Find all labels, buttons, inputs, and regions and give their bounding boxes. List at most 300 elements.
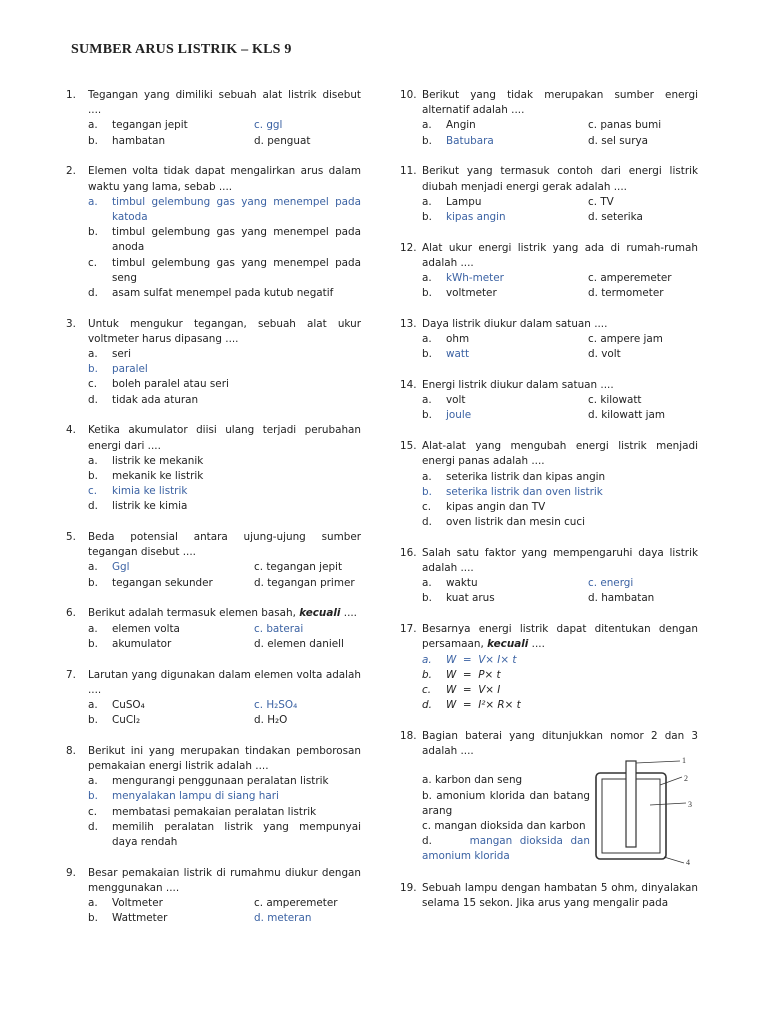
- answer-row: [422, 576, 698, 591]
- option-text: d. kilowatt jam: [588, 409, 666, 422]
- option-letter: a.: [88, 348, 98, 361]
- question-number: 8.: [66, 744, 76, 757]
- option-text: c. amperemeter: [254, 897, 338, 910]
- answer-option: [422, 485, 698, 500]
- option-letter: b.: [422, 668, 432, 681]
- equation-text: W = P× t: [446, 668, 501, 681]
- question-16: [400, 546, 698, 607]
- question-number: 10.: [400, 89, 417, 101]
- option-text: d. meteran: [254, 912, 312, 925]
- question-1: [66, 88, 361, 149]
- answer-option: [422, 773, 590, 788]
- answer-col-left: [422, 286, 588, 301]
- answer-row: [88, 698, 361, 713]
- question-text: [422, 622, 698, 652]
- answer-col-left: [88, 896, 254, 911]
- answer-option: [88, 774, 361, 789]
- answer-row: [422, 271, 698, 286]
- question-header: [66, 744, 361, 774]
- answer-col-left: [88, 637, 254, 652]
- question-header: [66, 606, 361, 621]
- answer-col-left: [422, 195, 588, 210]
- answer-row: [88, 560, 361, 575]
- option-text: a. karbon dan seng: [422, 774, 523, 787]
- question-text: [422, 546, 698, 576]
- answer-option: [88, 454, 361, 469]
- option-letter: d.: [422, 516, 432, 529]
- question-text: [88, 88, 361, 118]
- question-text-main: Salah satu faktor yang mempengaruhi daya listrik adalah ....: [422, 546, 698, 575]
- option-text: akumulator: [112, 637, 172, 650]
- page-title: SUMBER ARUS LISTRIK – KLS 9: [71, 42, 292, 57]
- option-letter: c.: [422, 500, 432, 513]
- answer-col-left: [88, 622, 254, 637]
- question-header: [66, 88, 361, 118]
- answer-options: [422, 271, 698, 301]
- battery-diagram: [590, 757, 698, 865]
- question-text: [88, 423, 361, 453]
- question-text-main: Larutan yang digunakan dalam elemen volta adalah ....: [88, 668, 361, 696]
- question-text: [88, 164, 361, 194]
- diagram-label-3: 3: [688, 800, 692, 810]
- option-letter: b.: [422, 134, 432, 147]
- answer-col-left: [422, 347, 588, 362]
- question-text-main: Berikut ini yang merupakan tindakan pemborosan pemakaian energi listrik adalah ....: [88, 744, 361, 773]
- option-letter: b.: [88, 637, 98, 650]
- answer-col-left: [422, 408, 588, 423]
- answer-row: [422, 134, 698, 149]
- option-letter: d.: [88, 393, 98, 406]
- question-text: [422, 164, 698, 194]
- option-text: kWh-meter: [446, 272, 504, 285]
- question-header: [400, 317, 698, 332]
- answer-col-left: [88, 713, 254, 728]
- answer-option: [88, 347, 361, 362]
- question-11: [400, 164, 698, 225]
- answer-option: [88, 484, 361, 499]
- answer-options: [88, 118, 361, 148]
- question-number: 2.: [66, 165, 76, 178]
- option-text: d. tegangan primer: [254, 576, 355, 589]
- option-letter: b.: [88, 714, 98, 727]
- answer-col-left: [422, 134, 588, 149]
- option-letter: a.: [88, 454, 98, 467]
- answer-option: [88, 195, 361, 225]
- answer-options: [422, 576, 698, 606]
- question-text-main: Elemen volta tidak dapat mengalirkan arus dalam waktu yang lama, sebab ....: [88, 165, 361, 193]
- option-text: d. sel surya: [588, 134, 648, 147]
- question-number: 3.: [66, 317, 76, 330]
- option-text: d. volt: [588, 348, 621, 361]
- question-15: [400, 439, 698, 530]
- question-4: [66, 423, 361, 514]
- answer-row: [422, 332, 698, 347]
- option-letter: c.: [422, 684, 432, 696]
- option-letter: a.: [422, 195, 432, 208]
- equation-option: [422, 668, 698, 683]
- answer-col-left: [422, 271, 588, 286]
- answer-row: [422, 210, 698, 225]
- question-text: [88, 668, 361, 698]
- question-text: [88, 530, 361, 560]
- left-column: [66, 88, 361, 942]
- answer-option: [422, 470, 698, 485]
- question-text-main: Ketika akumulator diisi ulang terjadi perubahan energi dari ....: [88, 424, 361, 452]
- option-text: volt: [446, 394, 466, 407]
- answer-col-left: [88, 134, 254, 149]
- answer-options: [88, 774, 361, 850]
- option-letter: a.: [422, 119, 432, 132]
- answer-row: [422, 591, 698, 606]
- option-text: c. H₂SO₄: [254, 698, 298, 711]
- answer-options: [422, 653, 698, 714]
- answer-row: [88, 637, 361, 652]
- option-text: listrik ke mekanik: [112, 454, 204, 467]
- option-letter: b.: [88, 134, 98, 147]
- option-letter: d.: [88, 500, 98, 513]
- option-letter: a.: [88, 119, 98, 132]
- answer-col-left: [422, 118, 588, 133]
- option-letter: b.: [422, 592, 432, 605]
- question-text: [422, 439, 698, 469]
- option-text: tegangan jepit: [112, 119, 188, 132]
- option-text: d. H₂O: [254, 714, 288, 727]
- question-number: 4.: [66, 424, 76, 437]
- question-9: [66, 866, 361, 927]
- option-text: Lampu: [446, 195, 482, 208]
- option-letter: b.: [422, 348, 432, 361]
- answer-row: [422, 286, 698, 301]
- option-letter: b.: [88, 576, 98, 589]
- answer-options: [88, 896, 361, 926]
- option-letter: a.: [422, 470, 432, 483]
- answer-row: [422, 347, 698, 362]
- option-text: seterika listrik dan kipas angin: [446, 470, 606, 483]
- option-text: d. seterika: [588, 210, 643, 223]
- answer-row: [422, 195, 698, 210]
- question-text-main: Energi listrik diukur dalam satuan ....: [422, 379, 614, 392]
- answer-options: [88, 622, 361, 652]
- option-letter: a.: [422, 333, 432, 346]
- equation-text: W = V× I× t: [446, 653, 517, 666]
- question-number: 19.: [400, 881, 417, 894]
- question-text-main: Besarnya energi listrik dapat ditentukan dengan persamaan,: [422, 623, 698, 651]
- equation-text: W = V× I: [446, 684, 501, 696]
- option-letter: a.: [88, 897, 98, 910]
- question-number: 17.: [400, 623, 417, 636]
- equation-option: [422, 698, 698, 713]
- option-letter: d.: [88, 820, 98, 833]
- question-10: [400, 88, 698, 149]
- option-text: c. ggl: [254, 119, 283, 132]
- question-text-emphasis: kecuali: [299, 607, 341, 620]
- question-12: [400, 241, 698, 302]
- option-letter: b.: [422, 210, 432, 223]
- answer-row: [88, 118, 361, 133]
- option-letter: c.: [88, 256, 98, 269]
- option-text: kipas angin dan TV: [446, 500, 546, 513]
- option-letter: d.: [422, 835, 432, 848]
- question-6: [66, 606, 361, 652]
- answer-col-left: [422, 332, 588, 347]
- answer-options: [88, 454, 361, 515]
- answer-option: [88, 499, 361, 514]
- question-18: [400, 729, 698, 865]
- option-text: oven listrik dan mesin cuci: [446, 516, 585, 529]
- option-text: c. kilowatt: [588, 394, 642, 407]
- option-letter: a.: [422, 577, 432, 590]
- option-text: boleh paralel atau seri: [112, 378, 229, 391]
- option-text: Batubara: [446, 134, 494, 147]
- option-letter: a.: [88, 622, 98, 635]
- option-text: c. ampere jam: [588, 333, 663, 346]
- option-text: joule: [446, 409, 472, 422]
- question-number: 1.: [66, 89, 76, 101]
- answer-row: [88, 713, 361, 728]
- question-13: [400, 317, 698, 363]
- pointer-line-2: [660, 777, 682, 785]
- question-text-tail: ....: [528, 638, 545, 651]
- question-text-main: Bagian baterai yang ditunjukkan nomor 2 dan 3 adalah ....: [422, 729, 698, 758]
- answer-col-left: [88, 118, 254, 133]
- answer-option: [88, 362, 361, 377]
- question-text: [422, 378, 698, 393]
- question-header: [66, 423, 361, 453]
- question-text-main: Berikut yang tidak merupakan sumber energi alternatif adalah ....: [422, 89, 698, 117]
- question-7: [66, 668, 361, 729]
- option-text: d. penguat: [254, 134, 311, 147]
- question-text: [422, 88, 698, 118]
- option-letter: b.: [88, 226, 98, 239]
- question-header: [400, 881, 698, 911]
- answer-option: [88, 820, 361, 850]
- option-text: seterika listrik dan oven listrik: [446, 485, 603, 498]
- equation-option: [422, 653, 698, 668]
- option-text: tegangan sekunder: [112, 576, 213, 589]
- question-number: 5.: [66, 531, 76, 544]
- answer-options: [88, 195, 361, 301]
- question-17: [400, 622, 698, 713]
- answer-row: [422, 118, 698, 133]
- diagram-label-4: 4: [686, 858, 690, 866]
- option-text: c. mangan dioksida dan karbon: [422, 819, 586, 832]
- option-letter: c.: [88, 485, 98, 498]
- question-text: [422, 317, 698, 332]
- option-text: Angin: [446, 119, 476, 132]
- option-text: timbul gelembung gas yang menempel pada katoda: [112, 195, 361, 223]
- answer-options: [422, 118, 698, 148]
- option-text: Voltmeter: [112, 897, 163, 910]
- question-number: 15.: [400, 440, 417, 453]
- option-text: Ggl: [112, 561, 130, 574]
- option-text: ohm: [446, 333, 470, 346]
- option-letter: b.: [88, 469, 98, 482]
- question-text-main: Berikut yang termasuk contoh dari energi listrik diubah menjadi energi gerak adalah ....: [422, 165, 698, 193]
- answer-options: [422, 470, 698, 531]
- option-letter: a.: [422, 653, 432, 666]
- question-header: [400, 378, 698, 393]
- equation-text: W = I²× R× t: [446, 699, 521, 712]
- question-header: [400, 164, 698, 194]
- option-letter: a.: [88, 561, 98, 574]
- question-text: [422, 241, 698, 271]
- question-header: [66, 317, 361, 347]
- option-text: kuat arus: [446, 592, 495, 605]
- option-text: waktu: [446, 577, 478, 590]
- question-text-main: Beda potensial antara ujung-ujung sumber tegangan disebut ....: [88, 531, 361, 559]
- option-letter: b.: [88, 912, 98, 925]
- option-letter: b.: [88, 790, 98, 803]
- option-text: c. amperemeter: [588, 272, 672, 285]
- option-letter: c.: [88, 378, 98, 391]
- option-text: membatasi pemakaian peralatan listrik: [112, 805, 317, 818]
- question-text: [88, 744, 361, 774]
- option-letter: b.: [422, 409, 432, 422]
- figure-question-body: [422, 759, 698, 865]
- question-text-tail: ....: [340, 607, 357, 620]
- option-text: paralel: [112, 363, 148, 376]
- answer-option: [88, 286, 361, 301]
- pointer-line-1: [636, 761, 680, 763]
- answer-row: [88, 622, 361, 637]
- option-text: c. panas bumi: [588, 119, 662, 132]
- question-14: [400, 378, 698, 424]
- question-header: [66, 866, 361, 896]
- question-text-main: Daya listrik diukur dalam satuan ....: [422, 317, 608, 330]
- option-text: seri: [112, 348, 131, 361]
- question-header: [400, 546, 698, 576]
- answer-option: [422, 819, 590, 834]
- option-text: d. termometer: [588, 287, 664, 300]
- answer-options: [88, 560, 361, 590]
- answer-row: [422, 393, 698, 408]
- question-header: [400, 439, 698, 469]
- option-text: elemen volta: [112, 622, 180, 635]
- option-letter: c.: [88, 805, 98, 818]
- question-text-emphasis: kecuali: [487, 638, 529, 651]
- pointer-line-4: [664, 857, 684, 863]
- answer-option: [88, 225, 361, 255]
- answer-options: [88, 698, 361, 728]
- question-text: [88, 866, 361, 896]
- answer-option: [88, 469, 361, 484]
- option-text: CuCl₂: [112, 714, 141, 727]
- question-header: [400, 241, 698, 271]
- option-text: c. baterai: [254, 622, 304, 635]
- question-number: 13.: [400, 317, 417, 330]
- option-letter: a.: [422, 394, 432, 407]
- answer-options: [422, 393, 698, 423]
- pointer-line-3: [650, 803, 686, 805]
- option-letter: a.: [88, 195, 98, 208]
- option-text: memilih peralatan listrik yang mempunyai daya rendah: [112, 820, 361, 849]
- question-number: 7.: [66, 668, 76, 681]
- option-letter: b.: [88, 363, 98, 376]
- question-header: [400, 88, 698, 118]
- answer-option: [88, 377, 361, 392]
- option-text: voltmeter: [446, 287, 497, 300]
- figure-options: [422, 759, 590, 865]
- question-text-main: Tegangan yang dimiliki sebuah alat listrik disebut ....: [88, 89, 361, 117]
- question-text-main: Besar pemakaian listrik di rumahmu diukur dengan menggunakan ....: [88, 866, 361, 894]
- question-header: [66, 164, 361, 194]
- diagram-label-2: 2: [684, 774, 688, 784]
- option-letter: d.: [422, 699, 432, 712]
- option-text: mangan dioksida dan amonium klorida: [422, 835, 590, 863]
- question-text-main: Untuk mengukur tegangan, sebuah alat ukur voltmeter harus dipasang ....: [88, 317, 361, 345]
- answer-option: [422, 834, 590, 864]
- answer-option: [422, 515, 698, 530]
- question-number: 9.: [66, 866, 76, 879]
- option-text: d. hambatan: [588, 592, 655, 605]
- option-text: kimia ke listrik: [112, 485, 188, 498]
- answer-options: [422, 195, 698, 225]
- question-header: [400, 622, 698, 652]
- answer-option: [88, 789, 361, 804]
- option-text: c. tegangan jepit: [254, 561, 343, 574]
- question-text: [422, 729, 698, 759]
- answer-option: [422, 500, 698, 515]
- question-number: 14.: [400, 379, 417, 392]
- question-3: [66, 317, 361, 408]
- option-letter: b.: [422, 287, 432, 300]
- question-number: 11.: [400, 165, 417, 178]
- answer-col-left: [422, 576, 588, 591]
- option-letter: a.: [88, 775, 98, 788]
- answer-row: [88, 896, 361, 911]
- diagram-label-1: 1: [682, 757, 686, 766]
- option-text: b. amonium klorida dan batang arang: [422, 789, 590, 817]
- option-text: menyalakan lampu di siang hari: [112, 790, 279, 803]
- option-letter: a.: [422, 272, 432, 285]
- question-text: [88, 317, 361, 347]
- option-text: timbul gelembung gas yang menempel pada seng: [112, 256, 361, 284]
- question-text-main: Sebuah lampu dengan hambatan 5 ohm, dinyalakan selama 15 sekon. Jika arus yang mengalir pada: [422, 881, 698, 910]
- question-number: 16.: [400, 546, 417, 559]
- answer-option: [88, 805, 361, 820]
- question-header: [400, 729, 698, 759]
- answer-option: [88, 393, 361, 408]
- answer-col-left: [422, 393, 588, 408]
- option-text: c. TV: [588, 195, 614, 208]
- answer-row: [422, 408, 698, 423]
- question-text: [422, 881, 698, 911]
- question-text-main: Berikut adalah termasuk elemen basah,: [88, 607, 300, 620]
- option-text: hambatan: [112, 134, 166, 147]
- option-text: c. energi: [588, 577, 634, 590]
- option-text: asam sulfat menempel pada kutub negatif: [112, 286, 334, 299]
- question-text-main: Alat-alat yang mengubah energi listrik menjadi energi panas adalah ....: [422, 440, 698, 468]
- answer-row: [88, 911, 361, 926]
- answer-col-left: [422, 591, 588, 606]
- equation-option: [422, 683, 698, 698]
- option-letter: d.: [88, 286, 98, 299]
- option-text: mekanik ke listrik: [112, 469, 204, 482]
- question-number: 18.: [400, 729, 417, 742]
- answer-options: [422, 332, 698, 362]
- question-19: [400, 881, 698, 911]
- question-text: [88, 606, 361, 621]
- question-header: [66, 530, 361, 560]
- question-number: 6.: [66, 607, 76, 620]
- option-text: mengurangi penggunaan peralatan listrik: [112, 775, 329, 788]
- right-column: [400, 88, 698, 927]
- option-text: CuSO₄: [112, 698, 145, 711]
- option-letter: a.: [88, 698, 98, 711]
- option-text: d. elemen daniell: [254, 637, 344, 650]
- option-letter: b.: [422, 485, 432, 498]
- option-text: tidak ada aturan: [112, 393, 199, 406]
